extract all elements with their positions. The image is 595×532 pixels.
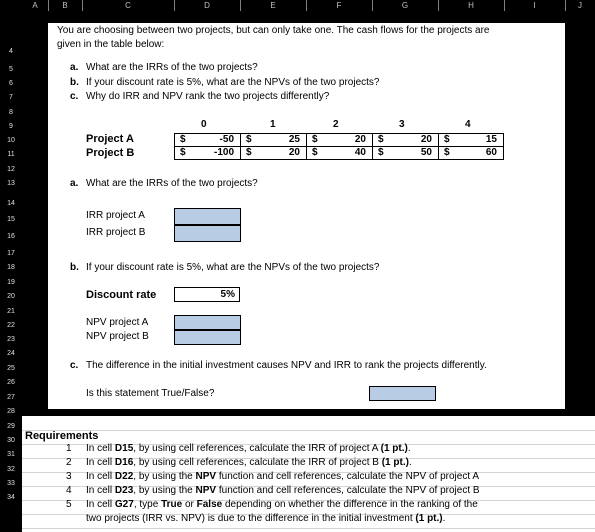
- period-header: 1: [270, 119, 276, 130]
- row-header-bar: [0, 11, 22, 532]
- row-header[interactable]: 30: [7, 437, 15, 444]
- question-a-text: What are the IRRs of the two projects?: [86, 62, 258, 73]
- cashflow-value: 20: [288, 147, 300, 158]
- row-header[interactable]: 10: [7, 137, 15, 144]
- section-b-label: b.: [70, 262, 79, 273]
- row-header[interactable]: 31: [7, 451, 15, 458]
- cashflow-cell[interactable]: [174, 146, 241, 160]
- cashflow-value: 50: [420, 147, 432, 158]
- discount-rate-cell[interactable]: [174, 287, 240, 302]
- cashflow-cell[interactable]: [438, 133, 504, 147]
- cashflow-value: -100: [213, 147, 234, 158]
- cashflow-value: 20: [354, 134, 366, 145]
- requirement-4: In cell D23, by using the NPV function and cell references, calculate the NPV of project B: [86, 485, 480, 496]
- irr-a-input[interactable]: [174, 208, 241, 225]
- column-header-bar: [0, 0, 595, 11]
- cashflow-value: 20: [420, 134, 432, 145]
- row-header[interactable]: 7: [9, 94, 13, 101]
- true-false-question: Is this statement True/False?: [86, 388, 215, 399]
- intro-line-2: given in the table below:: [57, 39, 165, 50]
- row-header[interactable]: 27: [7, 394, 15, 401]
- irr-a-label: IRR project A: [86, 210, 145, 221]
- row-header[interactable]: 13: [7, 180, 15, 187]
- column-header-H[interactable]: H: [468, 1, 474, 10]
- requirement-number: 1: [66, 443, 72, 454]
- requirement-number: 2: [66, 457, 72, 468]
- period-header: 0: [201, 119, 207, 130]
- cashflow-value: -50: [219, 134, 234, 145]
- row-header[interactable]: 5: [9, 66, 13, 73]
- currency-symbol: $: [378, 134, 384, 145]
- irr-b-label: IRR project B: [86, 227, 146, 238]
- row-header[interactable]: 28: [7, 408, 15, 415]
- row-header[interactable]: 19: [7, 279, 15, 286]
- requirement-5: In cell G27, type True or False depending on whether the difference in the ranking of the: [86, 499, 478, 510]
- row-header[interactable]: 12: [7, 166, 15, 173]
- column-header-G[interactable]: G: [401, 1, 409, 10]
- column-header-E[interactable]: E: [270, 1, 276, 10]
- true-false-input[interactable]: [369, 386, 436, 401]
- project-b-label: Project B: [86, 147, 135, 159]
- requirement-5-continued: two projects (IRR vs. NPV) is due to the difference in the initial investment (1 pt.).: [86, 513, 446, 524]
- row-header[interactable]: 25: [7, 365, 15, 372]
- question-b-text: If your discount rate is 5%, what are the NPVs of the two projects?: [86, 77, 380, 88]
- question-c-text: Why do IRR and NPV rank the two projects differently?: [86, 91, 330, 102]
- cashflow-value: 60: [485, 147, 497, 158]
- row-header[interactable]: 32: [7, 466, 15, 473]
- column-header-C[interactable]: C: [125, 1, 131, 10]
- period-header: 2: [333, 119, 339, 130]
- cashflow-cell[interactable]: [306, 146, 373, 160]
- npv-a-input[interactable]: [174, 315, 241, 330]
- row-header[interactable]: 16: [7, 233, 15, 240]
- frame-border: [22, 11, 48, 416]
- row-header[interactable]: 11: [7, 151, 15, 158]
- currency-symbol: $: [246, 134, 252, 145]
- row-header[interactable]: 6: [9, 80, 13, 87]
- requirement-3: In cell D22, by using the NPV function and cell references, calculate the NPV of project A: [86, 471, 480, 482]
- question-c-label: c.: [70, 91, 79, 102]
- currency-symbol: $: [444, 147, 450, 158]
- column-header-J[interactable]: J: [578, 1, 582, 10]
- cashflow-cell[interactable]: [306, 133, 373, 147]
- section-c-label: c.: [70, 360, 79, 371]
- row-header[interactable]: 33: [7, 480, 15, 487]
- row-header[interactable]: 8: [9, 109, 13, 116]
- frame-border: [22, 409, 595, 416]
- row-header[interactable]: 20: [7, 293, 15, 300]
- row-header[interactable]: 18: [7, 264, 15, 271]
- row-header[interactable]: 26: [7, 379, 15, 386]
- section-a-text: What are the IRRs of the two projects?: [86, 178, 258, 189]
- cashflow-value: 15: [485, 134, 497, 145]
- currency-symbol: $: [180, 134, 186, 145]
- column-header-I[interactable]: I: [533, 1, 536, 10]
- project-a-label: Project A: [86, 133, 134, 145]
- npv-a-label: NPV project A: [86, 317, 149, 328]
- row-header[interactable]: 15: [7, 216, 15, 223]
- requirement-2: In cell D16, by using cell references, calculate the IRR of project B (1 pt.).: [86, 457, 412, 468]
- question-b-label: b.: [70, 77, 79, 88]
- cashflow-cell[interactable]: [372, 146, 439, 160]
- requirement-1: In cell D15, by using cell references, calculate the IRR of project A (1 pt.).: [86, 443, 411, 454]
- currency-symbol: $: [444, 134, 450, 145]
- cashflow-value: 25: [288, 134, 300, 145]
- section-a-label: a.: [70, 178, 79, 189]
- currency-symbol: $: [312, 147, 318, 158]
- frame-border: [22, 11, 595, 23]
- row-header[interactable]: 24: [7, 350, 15, 357]
- currency-symbol: $: [312, 134, 318, 145]
- intro-line-1: You are choosing between two projects, but can only take one. The cash flows for the projects are: [57, 25, 490, 36]
- cashflow-cell[interactable]: [438, 146, 504, 160]
- currency-symbol: $: [246, 147, 252, 158]
- row-header[interactable]: 21: [7, 308, 15, 315]
- row-header[interactable]: 17: [7, 250, 15, 257]
- requirement-number: 4: [66, 485, 72, 496]
- cashflow-value: 40: [354, 147, 366, 158]
- row-header[interactable]: 14: [7, 200, 15, 207]
- cashflow-cell[interactable]: [240, 133, 307, 147]
- question-a-label: a.: [70, 62, 79, 73]
- period-header: 3: [399, 119, 405, 130]
- cashflow-cell[interactable]: [372, 133, 439, 147]
- row-header[interactable]: 22: [7, 322, 15, 329]
- section-c-text: The difference in the initial investment causes NPV and IRR to rank the projects differently.: [86, 360, 487, 371]
- npv-b-input[interactable]: [174, 330, 241, 345]
- discount-rate-label: Discount rate: [86, 289, 157, 301]
- cashflow-cell[interactable]: [240, 146, 307, 160]
- cashflow-cell[interactable]: [174, 133, 241, 147]
- irr-b-input[interactable]: [174, 225, 241, 242]
- frame-border: [565, 11, 595, 416]
- column-header-A[interactable]: A: [32, 1, 38, 10]
- discount-rate-value: 5%: [220, 289, 235, 300]
- column-header-D[interactable]: D: [204, 1, 210, 10]
- row-header[interactable]: 9: [9, 123, 13, 130]
- requirements-title: Requirements: [25, 430, 99, 442]
- row-header[interactable]: 23: [7, 336, 15, 343]
- row-header[interactable]: 34: [7, 494, 15, 501]
- requirement-number: 3: [66, 471, 72, 482]
- column-header-B[interactable]: B: [62, 1, 68, 10]
- requirement-number: 5: [66, 499, 72, 510]
- column-header-F[interactable]: F: [336, 1, 342, 10]
- section-b-text: If your discount rate is 5%, what are the NPVs of the two projects?: [86, 262, 380, 273]
- npv-b-label: NPV project B: [86, 331, 149, 342]
- row-header[interactable]: 29: [7, 423, 15, 430]
- currency-symbol: $: [378, 147, 384, 158]
- period-header: 4: [465, 119, 471, 130]
- currency-symbol: $: [180, 147, 186, 158]
- row-header[interactable]: 4: [9, 48, 13, 55]
